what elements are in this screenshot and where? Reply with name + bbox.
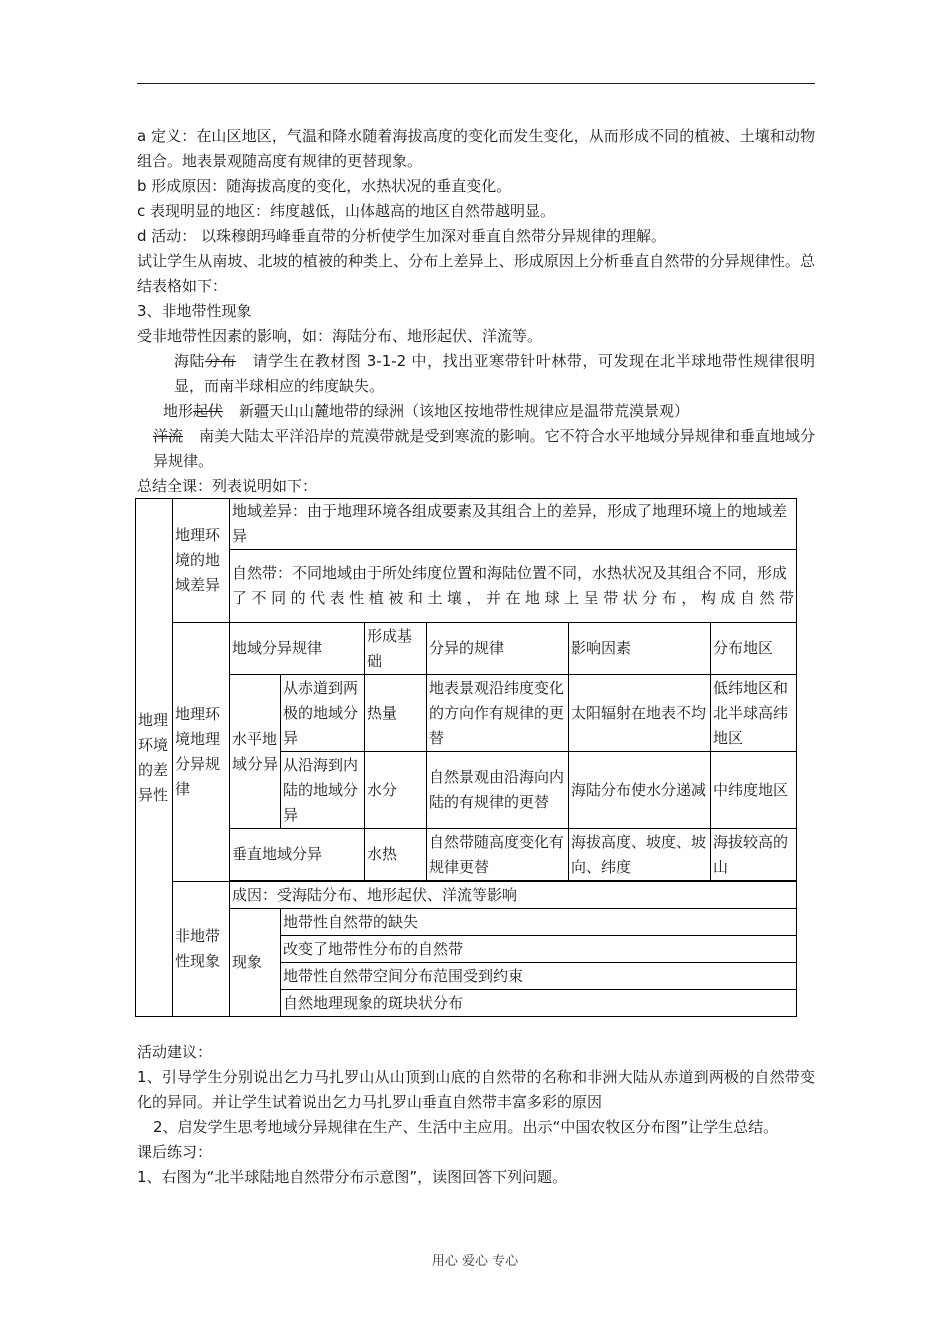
sea-land-label-struck: 分布: [205, 352, 237, 370]
activity-title: 活动建议：: [137, 1043, 213, 1061]
activity-section: [137, 1040, 815, 1190]
section3-label: 非地带性现象: [173, 882, 230, 1017]
row2-name: 从沿海到内陆的地域分异: [281, 752, 365, 829]
vertical-factor: 海拔高度、坡度、坡向、纬度: [569, 829, 711, 881]
exercise-title: 课后练习：: [137, 1143, 213, 1161]
summary-table: [135, 498, 797, 1017]
definition-paragraph: a 定义：在山区地区，气温和降水随着海拔高度的变化而发生变化，从而形成不同的植被、土壤和动物组合。地表景观随高度有规律的更替现象。: [137, 127, 815, 170]
header-rule: [137, 83, 815, 84]
vertical-rule: 自然带随高度变化有规律更替: [427, 829, 569, 881]
header-rule-type: 地域分异规律: [230, 623, 365, 675]
terrain-paragraph: [137, 399, 815, 424]
row2-basis: 水分: [365, 752, 427, 829]
main-label-cell: 地理环境的差异性: [136, 499, 173, 1017]
exercise-item-1: 1、右图为“北半球陆地自然带分布示意图”，读图回答下列问题。: [137, 1168, 568, 1186]
sea-land-text: 请学生在教材图 3-1-2 中，找出亚寒带针叶林带，可发现在北半球地带性规律很明显，而南半球相应的纬度缺失。: [174, 352, 815, 395]
row1-basis: 热量: [365, 675, 427, 752]
region-paragraph: c 表现明显的地区：纬度越低，山体越高的地区自然带越明显。: [137, 202, 556, 220]
sea-land-label: 海陆: [174, 352, 206, 370]
vertical-name: 垂直地域分异: [230, 829, 365, 881]
summary-paragraph: 总结全课：列表说明如下：: [137, 477, 318, 495]
terrain-label-struck: 起伏: [193, 402, 224, 420]
cause-paragraph: b 形成原因：随海拔高度的变化，水热状况的垂直变化。: [137, 177, 512, 195]
header-region: 分布地区: [711, 623, 797, 675]
row2-region: 中纬度地区: [711, 752, 797, 829]
phenomenon-item: 自然地理现象的斑块状分布: [281, 990, 797, 1017]
intro-section: [137, 124, 815, 499]
current-label-struck: 洋流: [153, 427, 184, 445]
page-footer: 用心 爱心 专心: [431, 1254, 519, 1269]
regional-diff-cell: 地域差异：由于地理环境各组成要素及其组合上的差异，形成了地理环境上的地域差异: [230, 499, 797, 550]
row1-region: 低纬地区和北半球高纬地区: [711, 675, 797, 752]
terrain-label: 地形: [163, 402, 194, 420]
natural-zone-cell: 自然带：不同地域由于所处纬度位置和海陆位置不同，水热状况及其组合不同，形成了不同的代表性植被和土壤，并在地球上呈带状分布，构成自然带: [230, 550, 797, 623]
row1-name: 从赤道到两极的地域分异: [281, 675, 365, 752]
section1-label: 地理环境的地域差异: [173, 499, 230, 623]
section2-label: 地理环境地理分异规律: [173, 623, 230, 882]
header-rule: 分异的规律: [427, 623, 569, 675]
phenomena-label: 现象: [230, 909, 281, 1017]
phenomenon-item: 改变了地带性分布的自然带: [281, 936, 797, 963]
sea-land-paragraph: [137, 349, 815, 399]
non-zonal-cause: 成因：受海陆分布、地形起伏、洋流等影响: [230, 882, 797, 909]
row2-factor: 海陆分布使水分递减: [569, 752, 711, 829]
vertical-region: 海拔较高的山: [711, 829, 797, 881]
current-paragraph: [137, 424, 815, 474]
header-basis: 形成基础: [365, 623, 427, 675]
activity-item-1: 1、引导学生分别说出乞力马扎罗山从山顶到山底的自然带的名称和非洲大陆从赤道到两极的自然带变化的异同。并让学生试着说出乞力马扎罗山垂直自然带丰富多彩的原因: [137, 1068, 815, 1111]
row1-factor: 太阳辐射在地表不均: [569, 675, 711, 752]
phenomenon-item: 地带性自然带空间分布范围受到约束: [281, 963, 797, 990]
row1-rule: 地表景观沿纬度变化的方向作有规律的更替: [427, 675, 569, 752]
section-heading-3: 3、非地带性现象: [137, 302, 252, 320]
activity-paragraph: d 活动： 以珠穆朗玛峰垂直带的分析使学生加深对垂直自然带分异规律的理解。: [137, 227, 667, 245]
row2-rule: 自然景观由沿海向内陆的有规律的更替: [427, 752, 569, 829]
terrain-text: 新疆天山山麓地带的绿洲（该地区按地带性规律应是温带荒漠景观）: [239, 402, 690, 420]
activity-item-2: 2、启发学生思考地域分异规律在生产、生活中主应用。出示“中国农牧区分布图”让学生总结。: [153, 1118, 779, 1136]
phenomenon-item: 地带性自然带的缺失: [281, 909, 797, 936]
analysis-paragraph: 试让学生从南坡、北坡的植被的种类上、分布上差异上、形成原因上分析垂直自然带的分异规律性。总结表格如下：: [137, 252, 815, 295]
header-factor: 影响因素: [569, 623, 711, 675]
factors-paragraph: 受非地带性因素的影响，如：海陆分布、地形起伏、洋流等。: [137, 327, 543, 345]
current-text: 南美大陆太平洋沿岸的荒漠带就是受到寒流的影响。它不符合水平地域分异规律和垂直地域分异规律。: [153, 427, 815, 470]
horizontal-label: 水平地域分异: [230, 675, 281, 829]
vertical-basis: 水热: [365, 829, 427, 881]
